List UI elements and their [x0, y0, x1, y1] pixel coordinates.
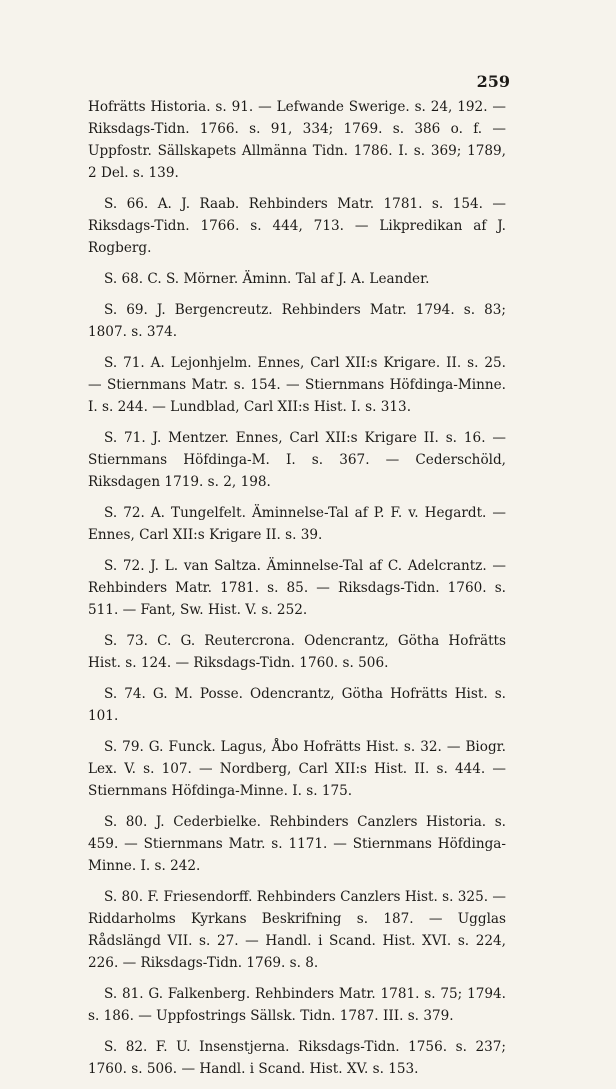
reference-entry: S. 72. J. L. van Saltza. Äminnelse-Tal af C. Adelcrantz. — Rehbinders Matr. 1781. s. 85. — Riksdags-Tidn. 1760. s. 511. — Fant, Sw. Hist. V. s. 252.	[88, 558, 506, 618]
reference-entry: S. 68. C. S. Mörner. Äminn. Tal af J. A. Leander.	[104, 271, 430, 287]
reference-entry: S. 71. A. Lejonhjelm. Ennes, Carl XII:s Krigare. II. s. 25. — Stiernmans Matr. s. 154. — Stiernmans Höfdinga-Minne. I. s. 244. — Lundblad, Carl XII:s Hist. I. s. 313.	[88, 355, 506, 415]
page-number: 259	[476, 72, 510, 91]
reference-entry: S. 80. F. Friesendorff. Rehbinders Canzlers Hist. s. 325. — Riddarholms Kyrkans Beskrifning s. 187. — Ugglas Rådslängd VII. s. 27. — Handl. i Scand. Hist. XVI. s. 224, 226. — Riksdags-Tidn. 1769. s. 8.	[88, 889, 506, 971]
reference-entry: S. 79. G. Funck. Lagus, Åbo Hofrätts Hist. s. 32. — Biogr. Lex. V. s. 107. — Nordberg, Carl XII:s Hist. II. s. 444. — Stiernmans Höfdinga-Minne. I. s. 175.	[88, 739, 506, 799]
reference-entry: S. 80. J. Cederbielke. Rehbinders Canzlers Historia. s. 459. — Stiernmans Matr. s. 1171. — Stiernmans Höfdinga-Minne. I. s. 242.	[88, 814, 506, 874]
reference-entry: Hofrätts Historia. s. 91. — Lefwande Swerige. s. 24, 192. — Riksdags-Tidn. 1766. s. 91, 334; 1769. s. 386 o. f. — Uppfostr. Sällskapets Allmänna Tidn. 1786. I. s. 369; 1789, 2 Del. s. 139.	[88, 99, 506, 181]
reference-entry: S. 81. G. Falkenberg. Rehbinders Matr. 1781. s. 75; 1794. s. 186. — Uppfostrings Sällsk. Tidn. 1787. III. s. 379.	[88, 986, 506, 1024]
reference-entry: S. 74. G. M. Posse. Odencrantz, Götha Hofrätts Hist. s. 101.	[88, 686, 506, 724]
reference-entry: S. 69. J. Bergencreutz. Rehbinders Matr. 1794. s. 83; 1807. s. 374.	[88, 302, 506, 340]
reference-entry: S. 72. A. Tungelfelt. Äminnelse-Tal af P. F. v. Hegardt. — Ennes, Carl XII:s Krigare II. s. 39.	[88, 505, 506, 543]
reference-entry: S. 71. J. Mentzer. Ennes, Carl XII:s Krigare II. s. 16. — Stiernmans Höfdinga-M. I. s. 367. — Cederschöld, Riksdagen 1719. s. 2, 198.	[88, 430, 506, 490]
reference-entry: S. 73. C. G. Reutercrona. Odencrantz, Götha Hofrätts Hist. s. 124. — Riksdags-Tidn. 1760. s. 506.	[88, 633, 506, 671]
references-list	[88, 96, 506, 1089]
reference-entry: S. 82. F. U. Insenstjerna. Riksdags-Tidn. 1756. s. 237; 1760. s. 506. — Handl. i Scand. Hist. XV. s. 153.	[88, 1039, 506, 1077]
reference-entry: S. 66. A. J. Raab. Rehbinders Matr. 1781. s. 154. — Riksdags-Tidn. 1766. s. 444, 713. — Likpredikan af J. Rogberg.	[88, 196, 506, 256]
